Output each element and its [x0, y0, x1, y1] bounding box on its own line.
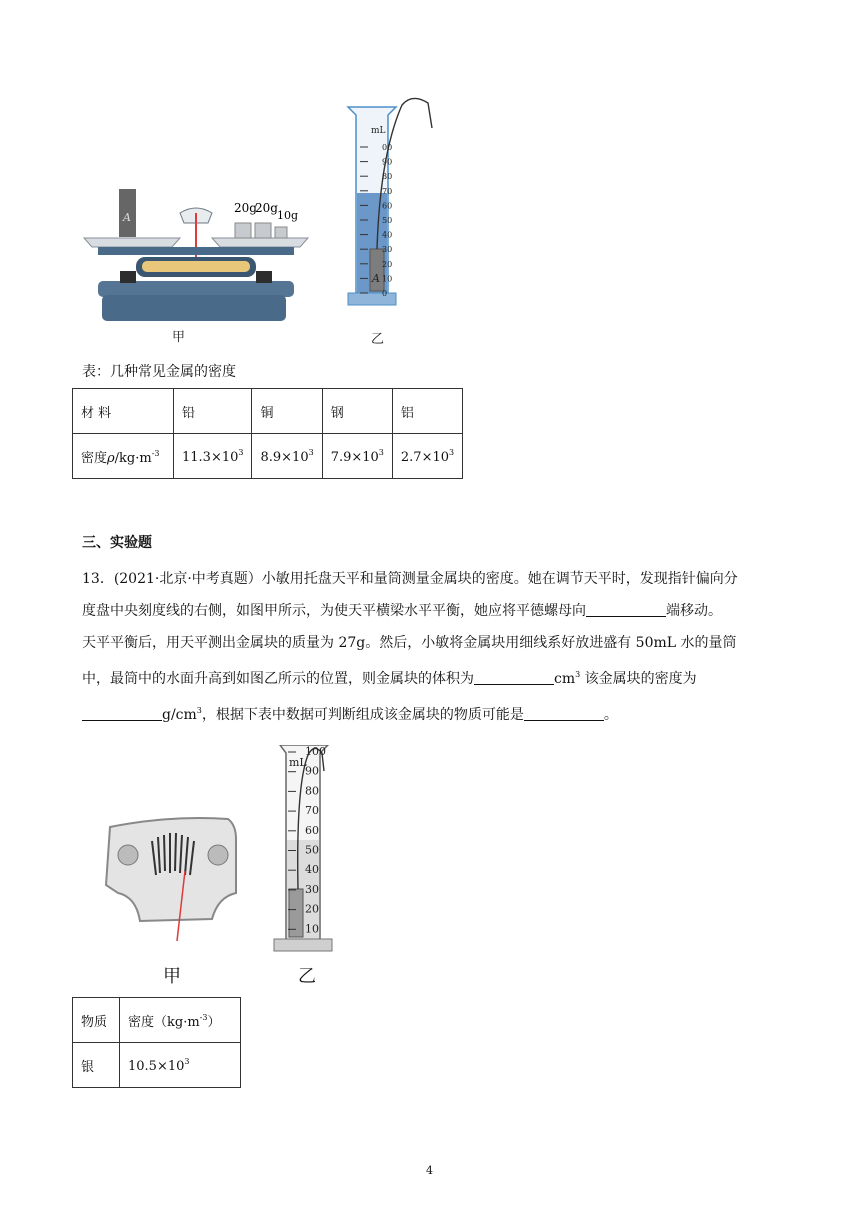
answer-blank-4[interactable] [524, 706, 604, 721]
table2-header-row [73, 998, 241, 1043]
table1-value-copper: $8.9\times 10^3$ [252, 434, 322, 479]
table1-caption: 表：几种常见金属的密度 [82, 364, 236, 380]
block-a-label: A [123, 211, 131, 224]
graduated-cylinder-2 [274, 745, 332, 951]
cylinder-2-base [274, 939, 332, 951]
scale-label: 50 [305, 843, 319, 857]
table1-value-aluminum: $2.7\times 10^3$ [392, 434, 462, 479]
dial-cylinder-illustration [100, 745, 370, 990]
scale-label: 60 [382, 201, 393, 211]
fig1-caption-left: 甲 [172, 330, 186, 345]
scale-label: 30 [382, 245, 393, 255]
scale-label: 50 [382, 216, 393, 225]
scale-label: 40 [382, 230, 393, 240]
table2-header-density: 密度$(kg\cdot m^{-3})$ [120, 998, 241, 1043]
fig2-caption-right: 乙 [298, 966, 316, 987]
weight-label-3: 10g [277, 209, 299, 222]
scale-label: 0 [382, 289, 388, 298]
right-pan [212, 238, 308, 247]
cylinder-1-block-label: A [372, 272, 380, 285]
balance-cylinder-illustration [80, 95, 440, 350]
scale-label: 90 [382, 157, 393, 167]
page-number: 4 [426, 1164, 433, 1177]
scale-label: 90 [305, 764, 319, 778]
ruler [142, 261, 250, 272]
figure-balance-and-cylinder [80, 95, 440, 350]
weight-20g-b [255, 223, 271, 238]
scale-label: 00 [382, 143, 393, 152]
table1-value-steel: $7.9\times 10^3$ [322, 434, 392, 479]
scale-label: 80 [382, 172, 393, 182]
table2-silver-row [73, 1043, 241, 1088]
scale-label: 70 [382, 186, 393, 196]
cylinder-1-base [348, 293, 396, 305]
scale-label: 20 [305, 902, 319, 916]
answer-blank-2[interactable] [474, 670, 554, 685]
table1-value-lead: $11.3\times 10^3$ [174, 434, 252, 479]
balance-beam [98, 247, 294, 255]
table1-header-row [73, 389, 463, 434]
scale-label: 10 [382, 274, 393, 284]
question-line-4: 中，最筒中的水面升高到如图乙所示的位置，则金属块的体积为 $cm^3$ 该金属块的密度为 [82, 670, 697, 687]
figure-dial-and-cylinder [100, 745, 370, 990]
metal-density-table [72, 388, 463, 479]
scale-label: 60 [305, 823, 319, 837]
scale-label: 80 [305, 784, 319, 798]
scale-label: 30 [305, 882, 319, 896]
fig2-caption-left: 甲 [163, 966, 181, 987]
silver-density-table [72, 997, 241, 1088]
scale-label: 100 [305, 745, 326, 758]
balance-base [102, 295, 286, 321]
question-line-1: 13．(2021·北京·中考真题）小敏用托盘天平和量筒测量金属块的密度。她在调节天平时，发现指针偏向分 [82, 571, 738, 587]
weight-label-1: 20g [234, 201, 257, 215]
question-line-3: 天平平衡后，用天平测出金属块的质量为 27g。然后，小敏将金属块用细线系好放进盛有 50mL 水的量筒 [82, 635, 737, 651]
scale-label: 10 [305, 922, 319, 936]
table1-header-cell: 铅 [174, 389, 252, 434]
left-knob [120, 271, 136, 283]
scale-label: 40 [305, 863, 319, 877]
dial-screw-right [208, 845, 228, 865]
table1-header-cell: 铝 [392, 389, 462, 434]
answer-blank-1[interactable] [586, 602, 666, 617]
table1-row-label: 密度$\rho/kg\cdot m^{-3}$ [73, 434, 174, 479]
question-line-2: 度盘中央刻度线的右侧，如图甲所示，为使天平横梁水平平衡，她应将平德螺母向 端移动。 [82, 603, 722, 619]
weight-label-2: 20g [255, 201, 278, 215]
table2-row-label: 银 [73, 1043, 120, 1088]
question-line-5: $g/cm^3$，根据下表中数据可判断组成该金属块的物质可能是 。 [82, 695, 782, 731]
table2-value: $10.5\times 10^3$ [120, 1043, 241, 1088]
cylinder-2-unit: mL [289, 756, 307, 769]
balance-upper-base [98, 281, 294, 297]
scale-label: 20 [382, 259, 393, 269]
table2-header-substance: 物质 [73, 998, 120, 1043]
dial-screw-left [118, 845, 138, 865]
cylinder-1-unit: mL [371, 126, 386, 136]
table1-header-cell: 钢 [322, 389, 392, 434]
weight-10g [275, 227, 287, 238]
fig1-caption-right: 乙 [371, 332, 385, 347]
right-knob [256, 271, 272, 283]
section-title: 三、实验题 [82, 535, 152, 551]
left-pan [84, 238, 180, 247]
table1-density-row [73, 434, 463, 479]
weight-20g-a [235, 223, 251, 238]
scale-label: 70 [305, 804, 319, 818]
table1-header-cell: 材 料 [73, 389, 174, 434]
question-13 [82, 563, 782, 731]
answer-blank-3[interactable] [82, 706, 162, 721]
table1-header-cell: 铜 [252, 389, 322, 434]
graduated-cylinder-1 [348, 98, 432, 305]
